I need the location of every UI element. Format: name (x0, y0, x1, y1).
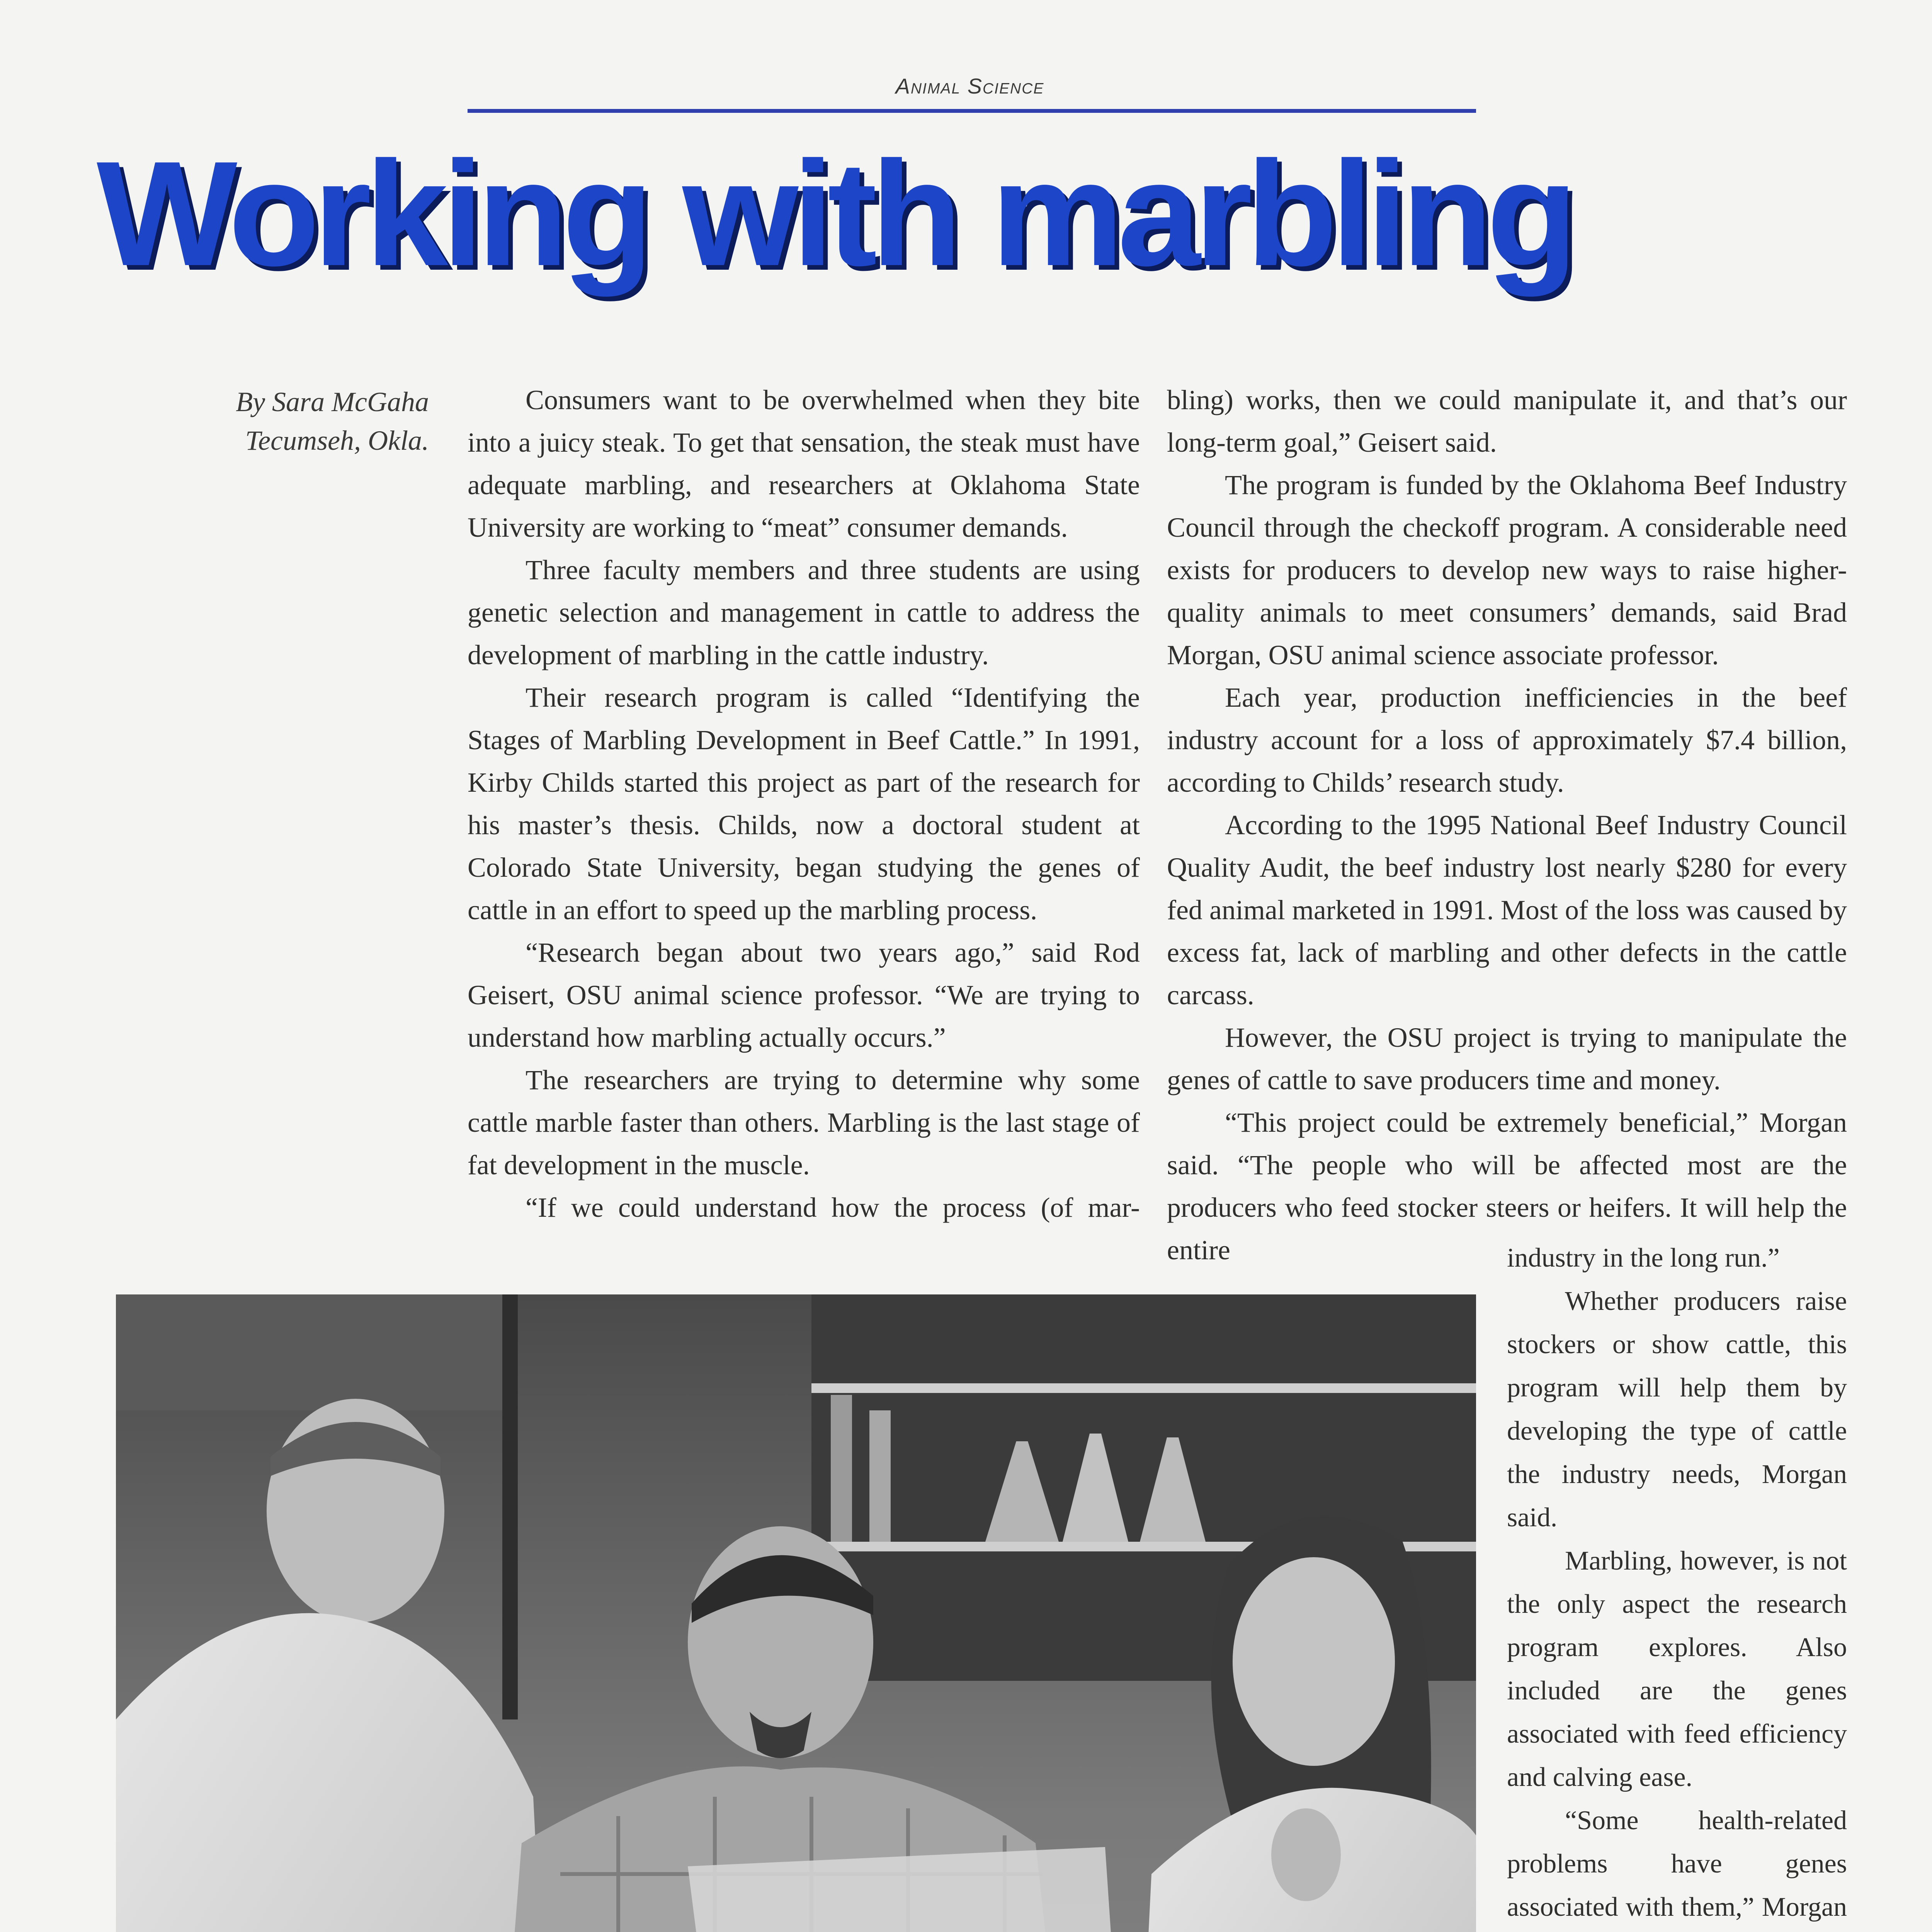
article-column-1 (468, 379, 1140, 1229)
paragraph: “Research began about two years ago,” said Rod Geisert, OSU animal science professor. “We are trying to understand how marbling actually occurs.” (468, 937, 1140, 1053)
article-column-2 (1167, 379, 1847, 1271)
paragraph: “This project could be extremely beneficial,” Morgan said. “The people who will be affected most are the producers who feed stocker steers or heifers. It will help the entire (1167, 1107, 1847, 1265)
paragraph: According to the 1995 National Beef Industry Council Quality Audit, the beef industry lost nearly $280 for every fed animal marketed in 1991. Most of the loss was caused by excess fat, lack of marbling and other defects in the cattle carcass. (1167, 810, 1847, 1010)
paragraph: Whether producers raise stockers or show cattle, this program will help them by developing the type of cattle the industry needs, Morgan said. (1507, 1286, 1847, 1532)
lab-photo-illustration (116, 1294, 1476, 1932)
paragraph: The researchers are trying to determine why some cattle marble faster than others. Marbling is the last stage of fat development in the muscle. (468, 1065, 1140, 1180)
byline-author: By Sara McGaha (236, 386, 429, 417)
paragraph: bling) works, then we could manipulate it, and that’s our long-term goal,” Geisert said. (1167, 384, 1847, 458)
section-label: Animal Science (895, 74, 1044, 98)
article-headline: Working with marbling (97, 130, 1572, 297)
paragraph: “Some health-related problems have genes associated with them,” Morgan (1507, 1806, 1847, 1922)
paragraph: However, the OSU project is trying to manipulate the genes of cattle to save producers time and money. (1167, 1022, 1847, 1095)
paragraph: “If we could understand how the process (of mar- (526, 1192, 1140, 1223)
byline (182, 383, 429, 460)
paragraph: Three faculty members and three students are using genetic selection and management in cattle to address the development of marbling in the cattle industry. (468, 554, 1140, 670)
article-photo (116, 1294, 1476, 1932)
section-divider (468, 109, 1476, 113)
paragraph: Marbling, however, is not the only aspect the research program explores. Also included are the genes associated with feed efficiency and calving ease. (1507, 1546, 1847, 1792)
article-column-3 (1507, 1236, 1847, 1932)
paragraph: Each year, production inefficiencies in the beef industry account for a loss of approximately $7.4 billion, according to Childs’ research study. (1167, 682, 1847, 798)
paragraph: industry in the long run.” (1507, 1243, 1780, 1273)
paragraph: Consumers want to be overwhelmed when they bite into a juicy steak. To get that sensation, the steak must have adequate marbling, and researchers at Oklahoma State University are working to “meat” consumer demands. (468, 384, 1140, 543)
paragraph: The program is funded by the Oklahoma Beef Industry Council through the checkoff program. A considerable need exists for producers to develop new ways to raise higher-quality animals to meet consumers’ demands, said Brad Morgan, OSU animal science associate professor. (1167, 469, 1847, 670)
byline-hometown: Tecumseh, Okla. (245, 425, 429, 456)
paragraph: Their research program is called “Identifying the Stages of Marbling Development in Beef Cattle.” In 1991, Kirby Childs started this project as part of the research for his master’s thesis. Childs, now a doctoral student at Colorado State University, began studying the genes of cattle in an effort to speed up the marbling process. (468, 682, 1140, 925)
